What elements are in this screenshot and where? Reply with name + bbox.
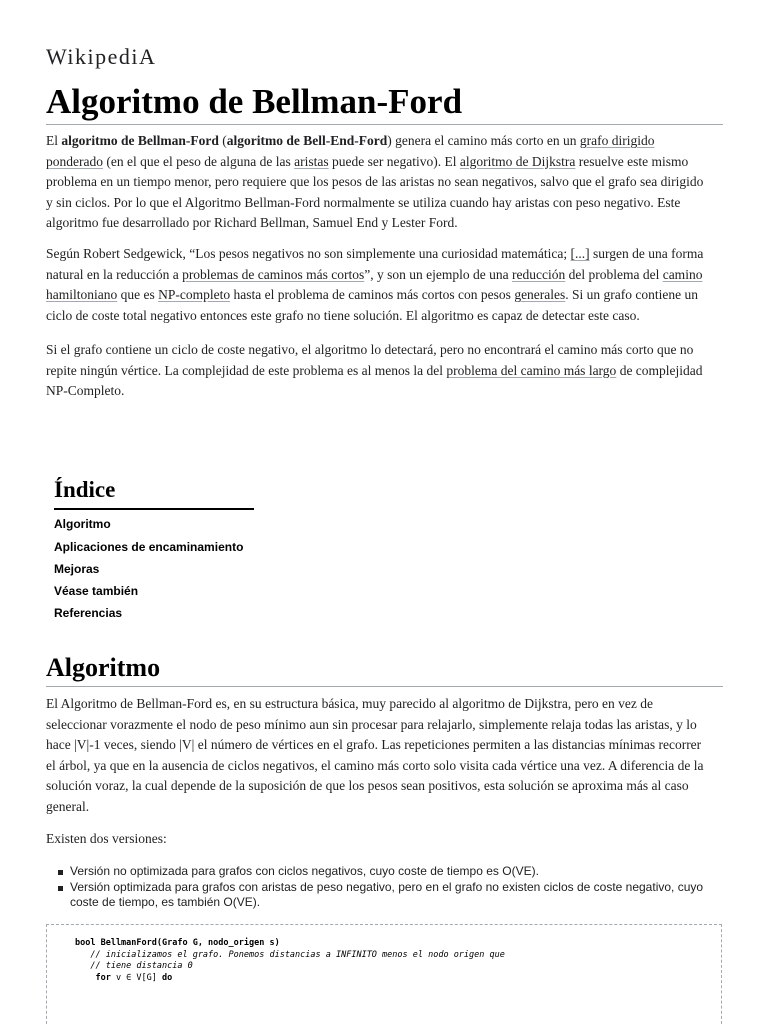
link-aristas[interactable]: aristas [294,153,329,169]
algoritmo-paragraph [46,694,723,818]
link-np-completo[interactable]: NP-completo [158,287,231,303]
text-span: resuelve este mismo [575,153,689,169]
section-heading-algoritmo: Algoritmo [46,653,161,682]
intro-line-4: y sin ciclos. Por lo que el Algoritmo Bellman-Ford normalmente se utiliza cuando hay aristas con peso negativo. Este [46,194,681,210]
text-span: de complejidad [616,362,703,378]
link-problemas-caminos[interactable]: problemas de caminos más cortos [182,266,365,282]
p2-line-4: ciclo de coste total negativo entonces este grafo no tiene solución. El algoritmo es capaz de detectar este caso. [46,307,640,323]
code-keyword: do [162,972,173,983]
alg-line-1: El Algoritmo de Bellman-Ford es, en su estructura básica, muy parecido al algoritmo de Dijkstra, pero en vez de [46,696,653,711]
code-line: bool BellmanFord(Grafo G, nodo_origen s) [75,938,280,948]
complexity-paragraph [46,340,723,402]
text-span: repite ningún vértice. La complejidad de este problema es al menos la del [46,362,447,378]
link-grafo-dirigido[interactable]: grafo dirigido [579,133,655,148]
alg-line-2: seleccionar vorazmente el nodo de peso mínimo aun sin procesar para relajarlo, simplemente relaja todas las aristas, y lo [46,716,697,732]
section-divider [46,686,723,687]
p2-line-2 [46,265,723,286]
list-item: Versión no optimizada para grafos con ciclos negativos, cuyo coste de tiempo es O(VE). [56,864,723,880]
p3-line-2 [46,361,723,382]
toc-item-mejoras[interactable]: Mejoras [54,562,100,576]
link-generales[interactable]: generales [514,287,566,303]
link-camino-mas-largo[interactable]: problema del camino más largo [446,362,617,378]
toc-divider [54,508,254,510]
intro-paragraph [46,131,723,234]
alg-line-4: el árbol, ya que en la ausencia de ciclos negativos, el camino más corto solo visita cada vértice una vez. A diferencia de la [46,757,704,773]
alg-line-3: hace |V|-1 veces, siendo |V| el número de vértices en el grafo. Las repeticiones permiten a las distancias mínimas recorrer [46,737,702,753]
text-span: surgen de una forma [589,246,704,261]
p2-line-1 [46,244,723,265]
intro-line-2 [46,152,723,173]
versions-intro-text: Existen dos versiones: [46,831,167,846]
text-span: ”, y son un ejemplo de una [364,266,512,282]
p3-line-3: NP-Completo. [46,383,125,399]
link-algoritmo-dijkstra[interactable]: algoritmo de Dijkstra [459,153,576,169]
text-span: Según Robert Sedgewick, “Los pesos negativos no son simplemente una curiosidad matemática; [46,246,571,261]
code-line [75,973,721,985]
text-span: puede ser negativo). El [328,153,460,169]
p2-line-3 [46,285,723,306]
alg-line-5: solución voraz, la cual depende de la suposición de que los pesos sean positivos, esta solución se aproxima más al caso [46,778,689,794]
page-title: Algoritmo de Bellman-Ford [46,82,463,121]
toc-item-referencias[interactable]: Referencias [54,606,123,620]
intro-line-5: algoritmo fue desarrollado por Richard Bellman, Samuel End y Lester Ford. [46,215,458,231]
text-span: ) genera el camino más corto en un [387,133,580,148]
text-span: El [46,133,62,148]
text-span: hasta el problema de caminos más cortos con pesos [230,287,515,303]
text-span: que es [117,287,159,303]
code-comment: // inicializamos el grafo. Ponemos distancias a INFINITO menos el nodo origen que [75,949,505,960]
text-span: . Si un grafo contiene un [565,287,699,303]
code-keyword: for [75,972,111,983]
alg-line-6: general. [46,798,90,814]
code-comment: // tiene distancia 0 [75,961,193,972]
intro-line-3: problema en un tiempo menor, pero requiere que los pesos de las aristas no sean negativos, salvo que el grafo sea dirigido [46,174,704,190]
link-ellipsis[interactable]: [...] [570,246,590,261]
link-camino[interactable]: camino [662,266,703,282]
text-span: (en el que el peso de alguna de las [102,153,295,169]
toc-item-vease-tambien[interactable]: Véase también [54,584,139,598]
text-span: natural en la reducción a [46,266,183,282]
toc-item-algoritmo[interactable]: Algoritmo [54,517,111,531]
versions-intro [46,829,723,850]
bold-term: algoritmo de Bellman-Ford [61,133,219,148]
title-divider [46,124,723,125]
text-span: ( [218,133,227,148]
p3-line-1: Si el grafo contiene un ciclo de coste negativo, el algoritmo lo detectará, pero no encontrará el camino más corto que no [46,342,694,357]
code-block [46,924,722,1024]
toc-item-aplicaciones[interactable]: Aplicaciones de encaminamiento [54,540,244,554]
link-reduccion[interactable]: reducción [512,266,566,282]
toc-title: Índice [54,477,116,502]
code-text: v ∈ V[G] [110,972,163,983]
versions-list [56,864,723,911]
intro-line-1 [46,131,723,152]
text-span: del problema del [565,266,663,282]
list-item: Versión optimizada para grafos con aristas de peso negativo, pero en el grafo no existen ciclos de coste negativo, cuyo coste de tiempo, es también O(VE). [56,880,723,911]
sedgewick-paragraph [46,244,723,326]
link-hamiltoniano[interactable]: hamiltoniano [46,287,118,303]
wikipedia-wordmark[interactable]: WikipediA [46,44,157,69]
link-ponderado[interactable]: ponderado [46,153,103,169]
bold-term: algoritmo de Bell-End-Ford [226,133,388,148]
